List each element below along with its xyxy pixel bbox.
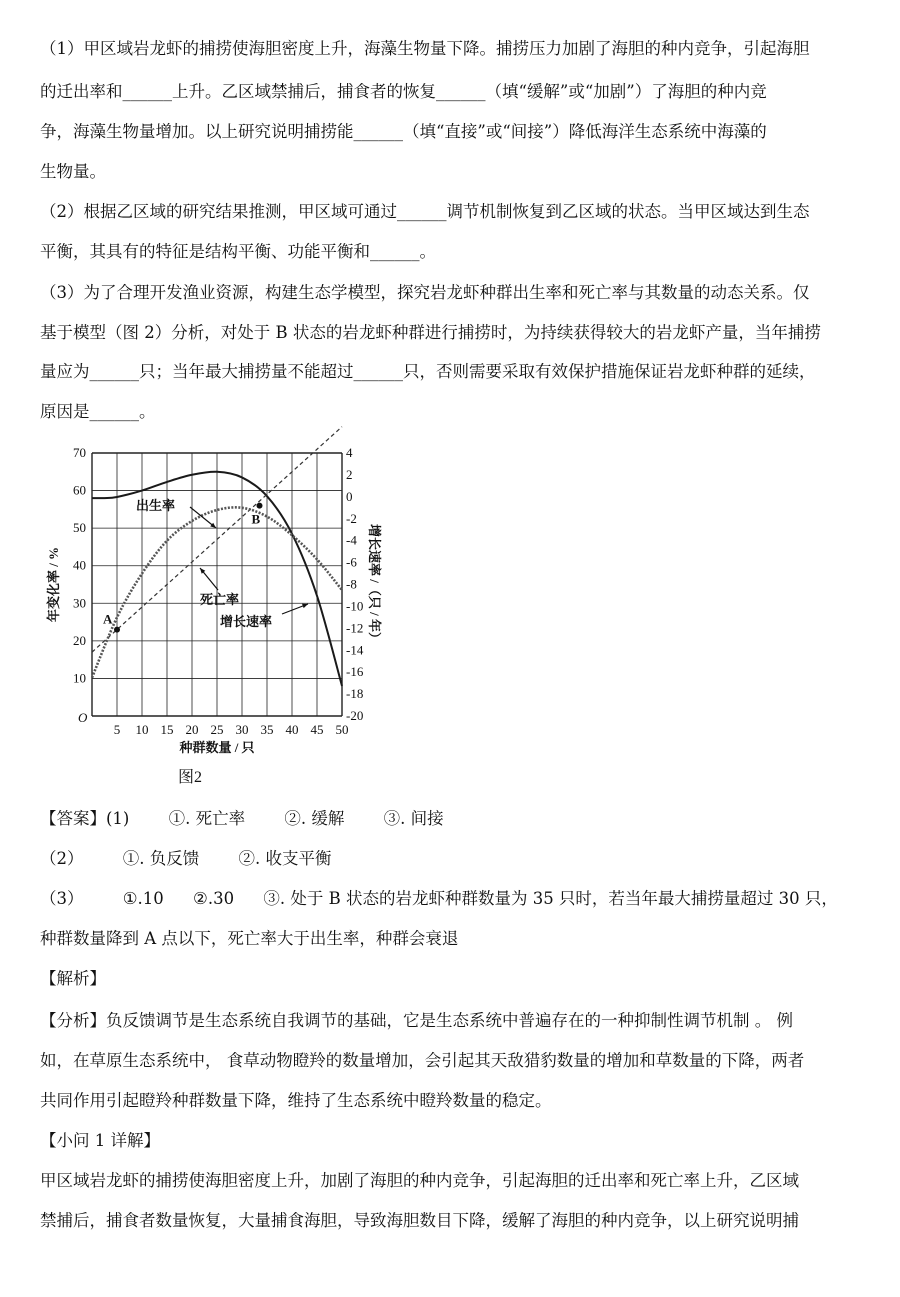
q1-line-4: 生物量。 (40, 162, 106, 181)
analysis-line-2: 如，在草原生态系统中， 食草动物瞪羚的数量增加，会引起其天敌猎豹数量的增加和草数量的下降，两者 (40, 1051, 805, 1070)
answer-1-1: ①. 死亡率 (168, 809, 246, 828)
answer-1-2: ②. 缓解 (284, 809, 345, 828)
y-right-tick-label: 4 (346, 445, 353, 460)
answer-3-2: ②.30 (193, 889, 235, 908)
analysis-line-1: 【分析】负反馈调节是生态系统自我调节的基础，它是生态系统中普遍存在的一种抑制性调节机制 。 例 (40, 1011, 793, 1030)
q1-line-2: 的迁出率和______上升。乙区域禁捕后，捕食者的恢复______（填“缓解”或“加剧”）了海胆的种内竞 (40, 82, 767, 101)
detail-line-2: 禁捕后，捕食者数量恢复，大量捕食海胆，导致海胆数目下降，缓解了海胆的种内竞争，以上研究说明捕 (40, 1211, 799, 1230)
x-tick-label: 10 (135, 722, 149, 737)
y-left-tick-label: 60 (73, 482, 86, 498)
analysis-heading: 【解析】 (40, 969, 106, 988)
x-tick-label: 45 (310, 722, 324, 737)
x-tick-label: 25 (210, 722, 224, 737)
x-tick-label: 50 (335, 722, 349, 737)
y-right-tick-label: -14 (346, 642, 364, 658)
answer-2-1: ①. 负反馈 (122, 849, 200, 868)
q3-line-1: （3）为了合理开发渔业资源，构建生态学模型，探究岩龙虾种群出生率和死亡率与其数量的动态关系。仅 (40, 283, 810, 302)
x-tick-label: 35 (260, 722, 274, 737)
birth-rate-label: 出生率 (136, 498, 176, 513)
answer-2-2: ②. 收支平衡 (238, 849, 332, 868)
y-left-tick-label: 20 (73, 632, 86, 648)
figure-2-chart (40, 440, 382, 790)
y-right-tick-label: 0 (346, 488, 353, 504)
y-right-tick-label: -16 (346, 664, 364, 680)
y-right-axis-label: 增长速率 /（只 / 年） (367, 524, 382, 645)
y-right-tick-label: -6 (346, 554, 357, 570)
x-tick-label: 30 (235, 722, 249, 737)
answer-row-1 (40, 808, 444, 830)
y-right-tick-label: -18 (346, 686, 364, 702)
x-tick-label: 40 (285, 722, 299, 737)
figure-caption: 图2 (177, 769, 203, 786)
point-label-a: A (103, 611, 113, 627)
answer-row-2 (40, 848, 332, 870)
y-left-tick-label: 10 (73, 670, 86, 686)
death-rate-label: 死亡率 (200, 592, 240, 607)
y-right-tick-label: -12 (346, 620, 364, 636)
q1-line-1: （1）甲区域岩龙虾的捕捞使海胆密度上升，海藻生物量下降。捕捞压力加剧了海胆的种内竞争，引起海胆 (40, 39, 810, 58)
y-left-tick-label: 70 (73, 445, 86, 460)
x-tick-label: 20 (185, 722, 199, 737)
y-right-tick-label: -2 (346, 510, 357, 526)
chart-annotations (103, 498, 308, 633)
answer-label-3: （3） (40, 889, 84, 908)
answer-label-2: （2） (40, 849, 84, 868)
answer-3-1: ①.10 (122, 889, 164, 908)
answer-label-1: 【答案】(1) (40, 809, 130, 828)
answer-3-3: ③. 处于 B 状态的岩龙虾种群数量为 35 只时，若当年最大捕捞量超过 30 只， (263, 889, 838, 908)
origin-label: O (78, 710, 88, 725)
y-right-tick-label: -10 (346, 598, 364, 614)
chart-grid (92, 453, 342, 716)
x-tick-label: 15 (160, 722, 174, 737)
x-axis-label: 种群数量 / 只 (179, 740, 255, 755)
y-right-tick-label: -4 (346, 532, 357, 548)
growth-rate-label: 增长速率 (220, 614, 273, 629)
y-left-tick-label: 40 (73, 557, 86, 573)
y-right-tick-label: 2 (346, 466, 353, 482)
y-left-tick-label: 50 (73, 520, 86, 536)
answer-row-3 (40, 888, 838, 910)
detail-line-1: 甲区域岩龙虾的捕捞使海胆密度上升，加剧了海胆的种内竞争，引起海胆的迁出率和死亡率上升，乙区域 (40, 1171, 799, 1190)
q2-line-2: 平衡，其具有的特征是结构平衡、功能平衡和______。 (40, 242, 436, 261)
point-b (257, 503, 263, 509)
growth-rate-arrow-head (302, 604, 308, 608)
q1-line-3: 争，海藻生物量增加。以上研究说明捕捞能______（填“直接”或“间接”）降低海洋生态系统中海藻的 (40, 122, 767, 141)
x-tick-label: 5 (113, 722, 121, 737)
sub-question-1-heading: 【小问 1 详解】 (40, 1131, 160, 1150)
y-right-tick-label: -8 (346, 576, 357, 592)
point-label-b: B (251, 511, 261, 527)
answer-row-3-cont: 种群数量降到 A 点以下，死亡率大于出生率，种群会衰退 (40, 929, 459, 948)
q3-line-4: 原因是______。 (40, 402, 156, 421)
q3-line-3: 量应为______只；当年最大捕捞量不能超过______只，否则需要采取有效保护措施保证岩龙虾种群的延续， (40, 362, 816, 381)
q3-line-2: 基于模型（图 2）分析，对处于 B 状态的岩龙虾种群进行捕捞时，为持续获得较大的岩龙虾产量，当年捕捞 (40, 323, 821, 342)
q2-line-1: （2）根据乙区域的研究结果推测，甲区域可通过______调节机制恢复到乙区域的状态。当甲区域达到生态 (40, 202, 810, 221)
analysis-line-3: 共同作用引起瞪羚种群数量下降，维持了生态系统中瞪羚数量的稳定。 (40, 1091, 552, 1110)
y-left-tick-label: 30 (73, 595, 86, 611)
point-a (114, 627, 120, 633)
answer-1-3: ③. 间接 (383, 809, 444, 828)
y-left-axis-label: 年变化率 / % (46, 546, 61, 623)
y-right-tick-label: -20 (346, 708, 364, 723)
